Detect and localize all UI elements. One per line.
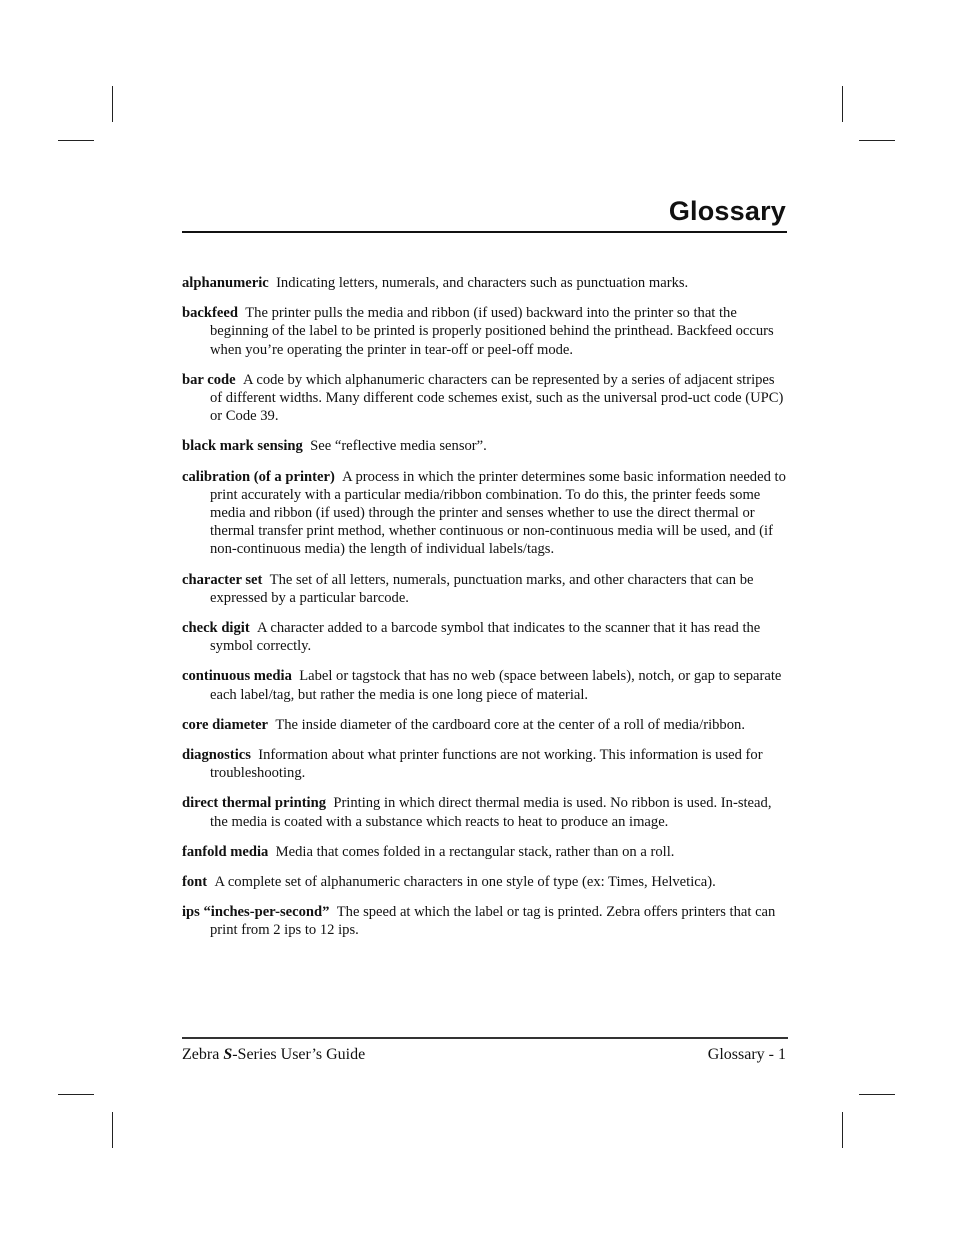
glossary-term: bar code bbox=[182, 371, 236, 388]
glossary-definition: The set of all letters, numerals, punctuation marks, and other characters that can be expressed by a particular barcode. bbox=[210, 571, 754, 606]
glossary-definition: A character added to a barcode symbol that indicates to the scanner that it has read the symbol correctly. bbox=[210, 620, 761, 655]
glossary-definition: A complete set of alphanumeric characters in one style of type (ex: Times, Helvetica). bbox=[214, 874, 716, 891]
footer-brand: Zebra bbox=[182, 1046, 220, 1063]
glossary-definition: The speed at which the label or tag is printed. Zebra offers printers that can print from 2 ips to 12 ips. bbox=[210, 904, 776, 939]
glossary-entry bbox=[182, 437, 787, 455]
glossary-entry bbox=[182, 716, 787, 734]
glossary-definition: A process in which the printer determines some basic information needed to print accurately with a particular media/ribbon combination. To do this, the printer feeds some media and ribbon (if used) through the printer and senses whether to use the direct thermal or thermal transfer print method, whether continuous or non-continuous media will be used, and (if non-continuous media) the length of individual labels/tags. bbox=[210, 468, 786, 558]
glossary-entry bbox=[182, 903, 787, 939]
footer-series-letter: S bbox=[223, 1046, 233, 1063]
footer-page-number: Glossary - 1 bbox=[707, 1046, 786, 1063]
glossary-term: backfeed bbox=[182, 305, 238, 322]
glossary-definition: See “reflective media sensor”. bbox=[310, 438, 487, 455]
glossary-term: alphanumeric bbox=[182, 275, 269, 291]
glossary-entry bbox=[182, 274, 787, 292]
glossary-definition: A code by which alphanumeric characters can be represented by a series of adjacent stripes of different widths. Many different code schemes exist, such as the universal prod-uct code (UPC) or Code 39. bbox=[210, 371, 784, 425]
glossary-entry bbox=[182, 746, 787, 782]
glossary-term: diagnostics bbox=[182, 747, 251, 764]
title-rule bbox=[182, 231, 787, 233]
glossary-term: direct thermal printing bbox=[182, 795, 327, 812]
footer-guide-title bbox=[182, 1046, 365, 1064]
glossary-definition: Printing in which direct thermal media is used. No ribbon is used. In-stead, the media is coated with a substance which reacts to heat to produce an image. bbox=[210, 795, 772, 830]
glossary-term: continuous media bbox=[182, 668, 292, 685]
glossary-entry bbox=[182, 571, 787, 607]
glossary-entry bbox=[182, 843, 787, 861]
glossary-definition: Information about what printer functions are not working. This information is used for troubleshooting. bbox=[210, 747, 763, 782]
glossary-entry bbox=[182, 873, 787, 891]
glossary-entry bbox=[182, 794, 787, 830]
glossary-entry bbox=[182, 619, 787, 655]
crop-mark-bottom-left-horizontal bbox=[58, 1094, 94, 1095]
glossary-entry bbox=[182, 667, 787, 703]
glossary-list bbox=[182, 274, 787, 952]
glossary-entry bbox=[182, 468, 787, 559]
crop-mark-bottom-right-horizontal bbox=[859, 1094, 895, 1095]
crop-mark-top-right-horizontal bbox=[859, 140, 895, 141]
glossary-entry bbox=[182, 304, 787, 359]
glossary-term: check digit bbox=[182, 620, 250, 637]
crop-mark-top-left-horizontal bbox=[58, 140, 94, 141]
footer-rule bbox=[182, 1037, 788, 1039]
glossary-term: fanfold media bbox=[182, 843, 269, 860]
glossary-definition: Media that comes folded in a rectangular stack, rather than on a roll. bbox=[275, 843, 675, 860]
glossary-term: core diameter bbox=[182, 716, 269, 733]
page-title: Glossary bbox=[668, 196, 786, 226]
glossary-definition: Label or tagstock that has no web (space between labels), notch, or gap to separate each label/tag, but rather the media is one long piece of material. bbox=[210, 668, 782, 703]
glossary-term: font bbox=[182, 874, 208, 891]
glossary-entry bbox=[182, 371, 787, 426]
glossary-term: ips “inches-per-second” bbox=[182, 904, 330, 921]
crop-mark-top-right-vertical bbox=[842, 86, 843, 122]
crop-mark-top-left-vertical bbox=[112, 86, 113, 122]
glossary-term: calibration (of a printer) bbox=[182, 468, 335, 485]
glossary-definition: The inside diameter of the cardboard core at the center of a roll of media/ribbon. bbox=[275, 716, 745, 733]
crop-mark-bottom-right-vertical bbox=[842, 1112, 843, 1148]
glossary-definition: Indicating letters, numerals, and characters such as punctuation marks. bbox=[276, 275, 689, 291]
glossary-term: character set bbox=[182, 571, 263, 588]
glossary-definition: The printer pulls the media and ribbon (if used) backward into the printer so that the beginning of the label to be printed is properly positioned behind the printhead. Backfeed occurs when you’re operating the printer in tear-off or peel-off mode. bbox=[210, 305, 774, 358]
glossary-term: black mark sensing bbox=[182, 438, 303, 455]
footer-guide-suffix: -Series User’s Guide bbox=[232, 1046, 366, 1063]
crop-mark-bottom-left-vertical bbox=[112, 1112, 113, 1148]
